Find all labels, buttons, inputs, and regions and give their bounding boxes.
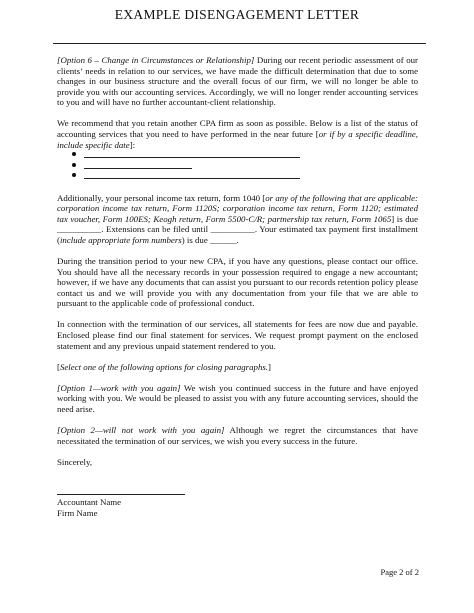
bracket-open: [ — [57, 361, 60, 372]
list-item — [75, 171, 418, 182]
paragraph-fees: In connection with the termination of our services, all statements for fees are now due and payable. Enclosed please find our final statement for services. We request prompt payment on the enclosed statement and any previous unpaid statement rendered to you. — [57, 319, 418, 351]
document-title: EXAMPLE DISENGAGEMENT LETTER — [114, 7, 360, 22]
closing-instruction: Select one of the following options for closing paragraphs. — [59, 361, 269, 372]
paragraph-transition: During the transition period to your new CPA, if you have any questions, please contact our office. You should have all the necessary records in your possession required to engage a new accountant; however, if we have any documents that can assist you pursuant to our records retention policy please contact us and we will provide you with any documentation from your file that we are able to pursuant to the applicable code of professional conduct. — [57, 256, 418, 309]
option-2-label: [Option 2—will not work with you again] — [57, 425, 225, 436]
option-2-text: Although we regret the circumstances that have necessitated the termination of our services, we wish you every success in the future. — [57, 425, 418, 446]
services-blank-list — [57, 150, 418, 182]
letter-body — [57, 55, 418, 467]
bullet-icon — [72, 173, 76, 177]
bracket-close: ] — [268, 361, 271, 372]
tax-returns-options: or any of the following that are applicable: corporation income tax return, Form 1120S; corporation income tax return, Form 1120; estimated tax voucher, Form 100ES; Keogh return, Form 5500-C/R; partnership tax return, Form 1065 — [57, 192, 419, 224]
paragraph-tax-returns — [57, 193, 418, 246]
closing-salutation: Sincerely, — [57, 456, 93, 467]
option-1-label: [Option 1—work with you again] — [57, 382, 181, 393]
tax-returns-text-b: ] is due __________. Extensions can be filed until __________. Your estimated tax payment first installment ( — [57, 213, 418, 245]
tax-returns-text-c: ) is due ______. — [181, 234, 239, 245]
option-1-text: We wish you continued success in the future and have enjoyed working with you. We would be pleased to assist you with any future accounting services, should the need arise. — [57, 382, 418, 415]
paragraph-recommendation — [57, 118, 418, 150]
page-number: Page 2 of 2 — [380, 567, 419, 577]
list-item — [75, 161, 418, 172]
paragraph-option-2 — [57, 425, 418, 446]
signer-firm: Firm Name — [57, 507, 98, 518]
recommendation-text: We recommend that you retain another CPA firm as soon as possible. Below is a list of the status of accounting services that you need to have performed in the near future [ — [57, 118, 418, 140]
blank-line — [84, 168, 192, 169]
recommendation-deadline-note: or if by a specific deadline, include specific date — [57, 129, 418, 150]
bullet-icon — [72, 152, 76, 156]
recommendation-end: ]: — [129, 139, 136, 150]
paragraph-option-6-text: During our recent periodic assessment of our clients’ needs in relation to our services, we have made the difficult determination that due to some changes in our business structure and the overall focus of our firm, we will no longer be able to provide you with our accounting services. Accordingly, we will no longer render accounting services to you and will have no further accountant-client relationship. — [57, 55, 418, 108]
paragraph-option-1 — [57, 383, 418, 415]
blank-line — [84, 157, 300, 158]
blank-line — [84, 178, 300, 179]
signature-block — [57, 497, 121, 518]
option-6-label: [Option 6 – Change in Circumstances or Relationship] — [57, 55, 255, 65]
list-item — [75, 150, 418, 161]
signer-name: Accountant Name — [57, 497, 122, 507]
paragraph-option-6 — [57, 55, 418, 108]
bullet-icon — [72, 163, 76, 167]
tax-returns-text-a: Additionally, your personal income tax return, form 1040 [ — [57, 192, 266, 203]
title-rule — [53, 43, 426, 44]
tax-returns-form-note: include appropriate form numbers — [59, 234, 182, 245]
signature-line — [57, 494, 185, 495]
paragraph-closing-instruction — [57, 362, 418, 373]
